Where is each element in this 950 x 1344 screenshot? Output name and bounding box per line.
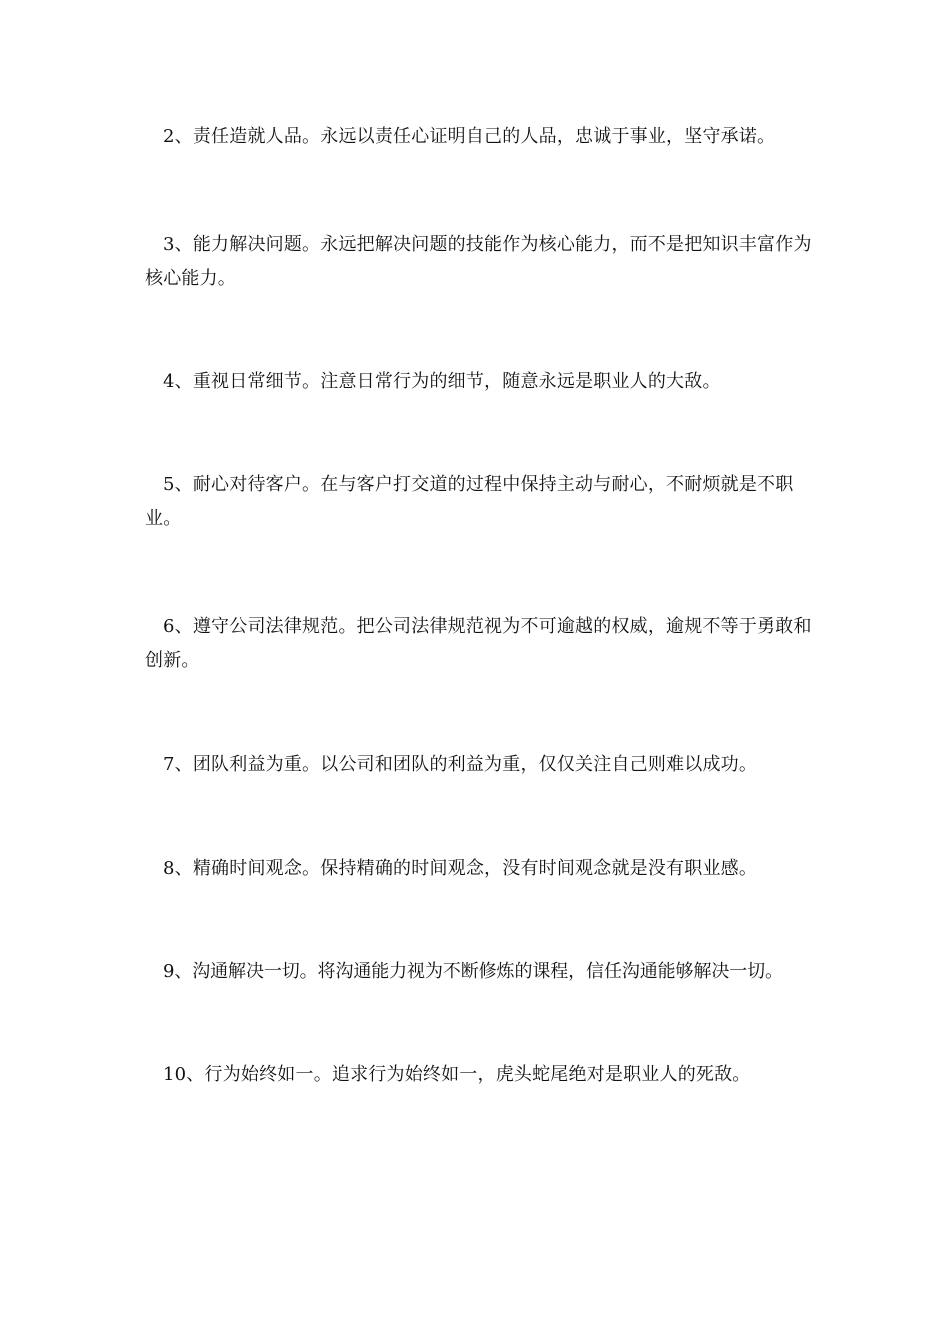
paragraph-item-6: 6、遵守公司法律规范。把公司法律规范视为不可逾越的权威，逾规不等于勇敢和创新。	[145, 616, 812, 671]
paragraph-item-10: 10、行为始终如一。追求行为始终如一，虎头蛇尾绝对是职业人的死敌。	[163, 1064, 751, 1085]
paragraph-item-4: 4、重视日常细节。注意日常行为的细节，随意永远是职业人的大敌。	[163, 371, 721, 392]
paragraph-item-2: 2、责任造就人品。永远以责任心证明自己的人品，忠诚于事业，坚守承诺。	[163, 126, 776, 147]
paragraph-item-5: 5、耐心对待客户。在与客户打交道的过程中保持主动与耐心，不耐烦就是不职业。	[145, 474, 794, 529]
paragraph-item-3: 3、能力解决问题。永远把解决问题的技能作为核心能力，而不是把知识丰富作为核心能力。	[145, 234, 812, 289]
paragraph-item-9: 9、沟通解决一切。将沟通能力视为不断修炼的课程，信任沟通能够解决一切。	[163, 961, 783, 982]
paragraph-item-7: 7、团队利益为重。以公司和团队的利益为重，仅仅关注自己则难以成功。	[163, 754, 758, 775]
paragraph-item-8: 8、精确时间观念。保持精确的时间观念，没有时间观念就是没有职业感。	[163, 858, 758, 879]
